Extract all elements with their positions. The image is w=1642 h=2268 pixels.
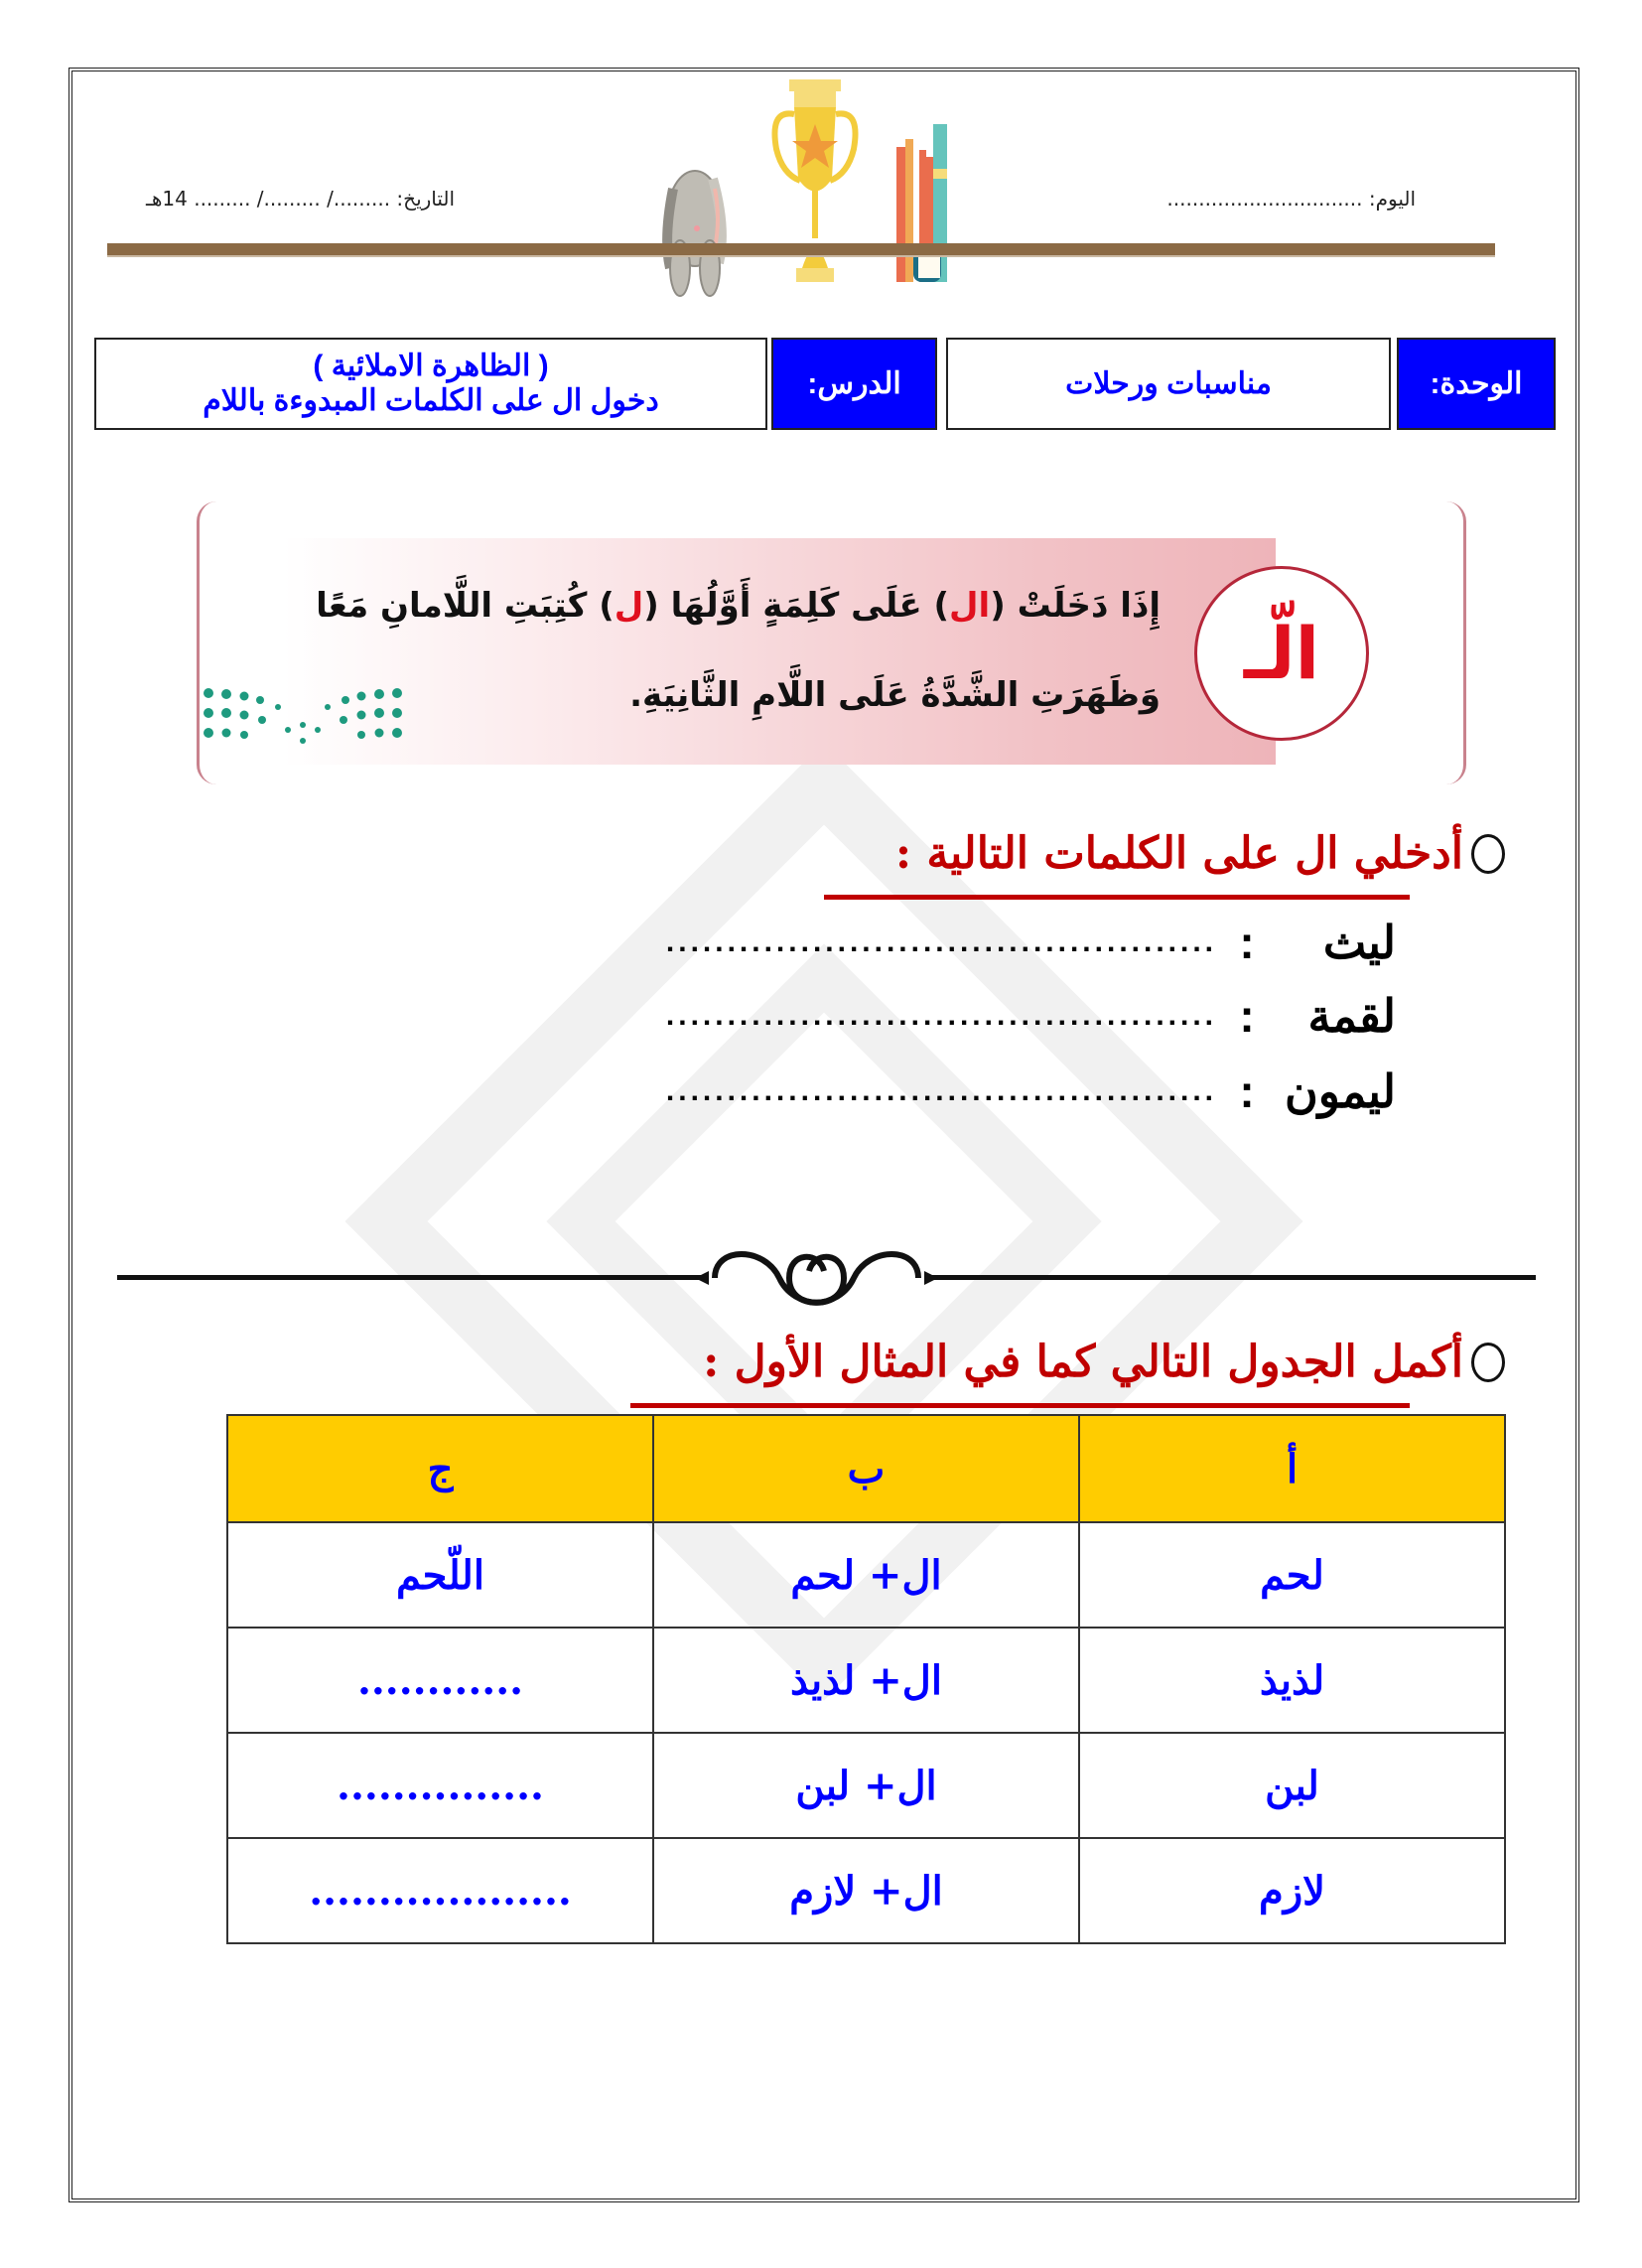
cell-word: لذيذ [1079, 1628, 1505, 1733]
column-header-c: ج [227, 1415, 653, 1522]
unit-value: مناسبات ورحلات [946, 338, 1391, 430]
table-row [227, 1838, 1505, 1943]
lesson-value [94, 338, 767, 430]
divider-left [117, 1275, 703, 1280]
exercise2-heading [703, 1337, 1505, 1387]
date-field[interactable]: التاريخ: ........./ ........./ ......... 14هـ [146, 187, 456, 211]
answer-blank[interactable]: ............................................. [665, 925, 1217, 958]
cell-word: لحم [1079, 1522, 1505, 1628]
cell-word: لبن [1079, 1733, 1505, 1838]
word: لقمة [1307, 990, 1396, 1042]
lesson-label: الدرس: [771, 338, 937, 430]
shelf-bar [107, 243, 1495, 257]
cell-answer-blank[interactable]: ............... [227, 1733, 653, 1838]
column-header-a: أ [1079, 1415, 1505, 1522]
exercise1-heading-text: أدخلي ال على الكلمات التالية : [894, 828, 1463, 879]
bunny-icon [667, 171, 723, 296]
cell-answer: اللّحم [227, 1522, 653, 1628]
exercise1-underline [824, 895, 1410, 900]
cell-composition: ال+ لحم [653, 1522, 1079, 1628]
word-row [666, 1064, 1396, 1118]
ornament-icon [1471, 1343, 1505, 1382]
table-header-row [227, 1415, 1505, 1522]
rule-highlight-lam: ل [614, 586, 644, 626]
cell-answer-blank[interactable]: ............ [227, 1628, 653, 1733]
cell-composition: ال+ لبن [653, 1733, 1079, 1838]
colon: : [1239, 1065, 1255, 1117]
exercise2-underline [630, 1403, 1410, 1408]
rule-highlight-al: ال [949, 586, 991, 626]
answer-blank[interactable]: ............................................. [665, 999, 1217, 1032]
answer-blank[interactable]: ............................................. [665, 1074, 1217, 1107]
table-row [227, 1733, 1505, 1838]
rule-badge: الّـ [1194, 566, 1369, 741]
completion-table [226, 1414, 1506, 1944]
cell-word: لازم [1079, 1838, 1505, 1943]
column-header-b: ب [653, 1415, 1079, 1522]
books-icon [896, 124, 947, 282]
rule-line-1 [316, 586, 1161, 626]
lesson-title: دخول ال على الكلمات المبدوءة باللام [203, 383, 659, 417]
word-row [666, 989, 1396, 1043]
table-row [227, 1628, 1505, 1733]
unit-label: الوحدة: [1397, 338, 1556, 430]
day-field[interactable]: اليوم: ............................... [1166, 187, 1416, 211]
exercise2-heading-text: أكمل الجدول التالي كما في المثال الأول : [703, 1337, 1463, 1387]
table-row [227, 1522, 1505, 1628]
rule-text: ) كُتِبَتِ اللَّامانِ مَعًا [316, 586, 615, 626]
cell-answer-blank[interactable]: ................... [227, 1838, 653, 1943]
shelf-illustration [616, 70, 1032, 298]
rule-text: ) عَلَى كَلِمَةٍ أَوَّلُهَا ( [643, 586, 950, 626]
cell-composition: ال+ لذيذ [653, 1628, 1079, 1733]
rule-band [283, 538, 1276, 765]
rule-text: إِذَا دَخَلَتْ ( [990, 586, 1161, 626]
colon: : [1239, 990, 1255, 1042]
rule-line-2: وَظَهَرَتِ الشَّدَّةُ عَلَى اللَّامِ الثَّانِيَةِ. [629, 675, 1161, 715]
divider-ornament-icon [695, 1241, 938, 1316]
word: ليث [1322, 917, 1396, 968]
cell-composition: ال+ لازم [653, 1838, 1079, 1943]
colon: : [1239, 917, 1255, 968]
exercise1-heading [895, 828, 1505, 879]
divider-right [928, 1275, 1536, 1280]
word: ليمون [1284, 1065, 1396, 1117]
lesson-subtitle: ( الظاهرة الاملائية ) [313, 350, 549, 382]
ministry-logo-icon [199, 685, 407, 745]
word-row [666, 916, 1396, 969]
ornament-icon [1471, 834, 1505, 874]
